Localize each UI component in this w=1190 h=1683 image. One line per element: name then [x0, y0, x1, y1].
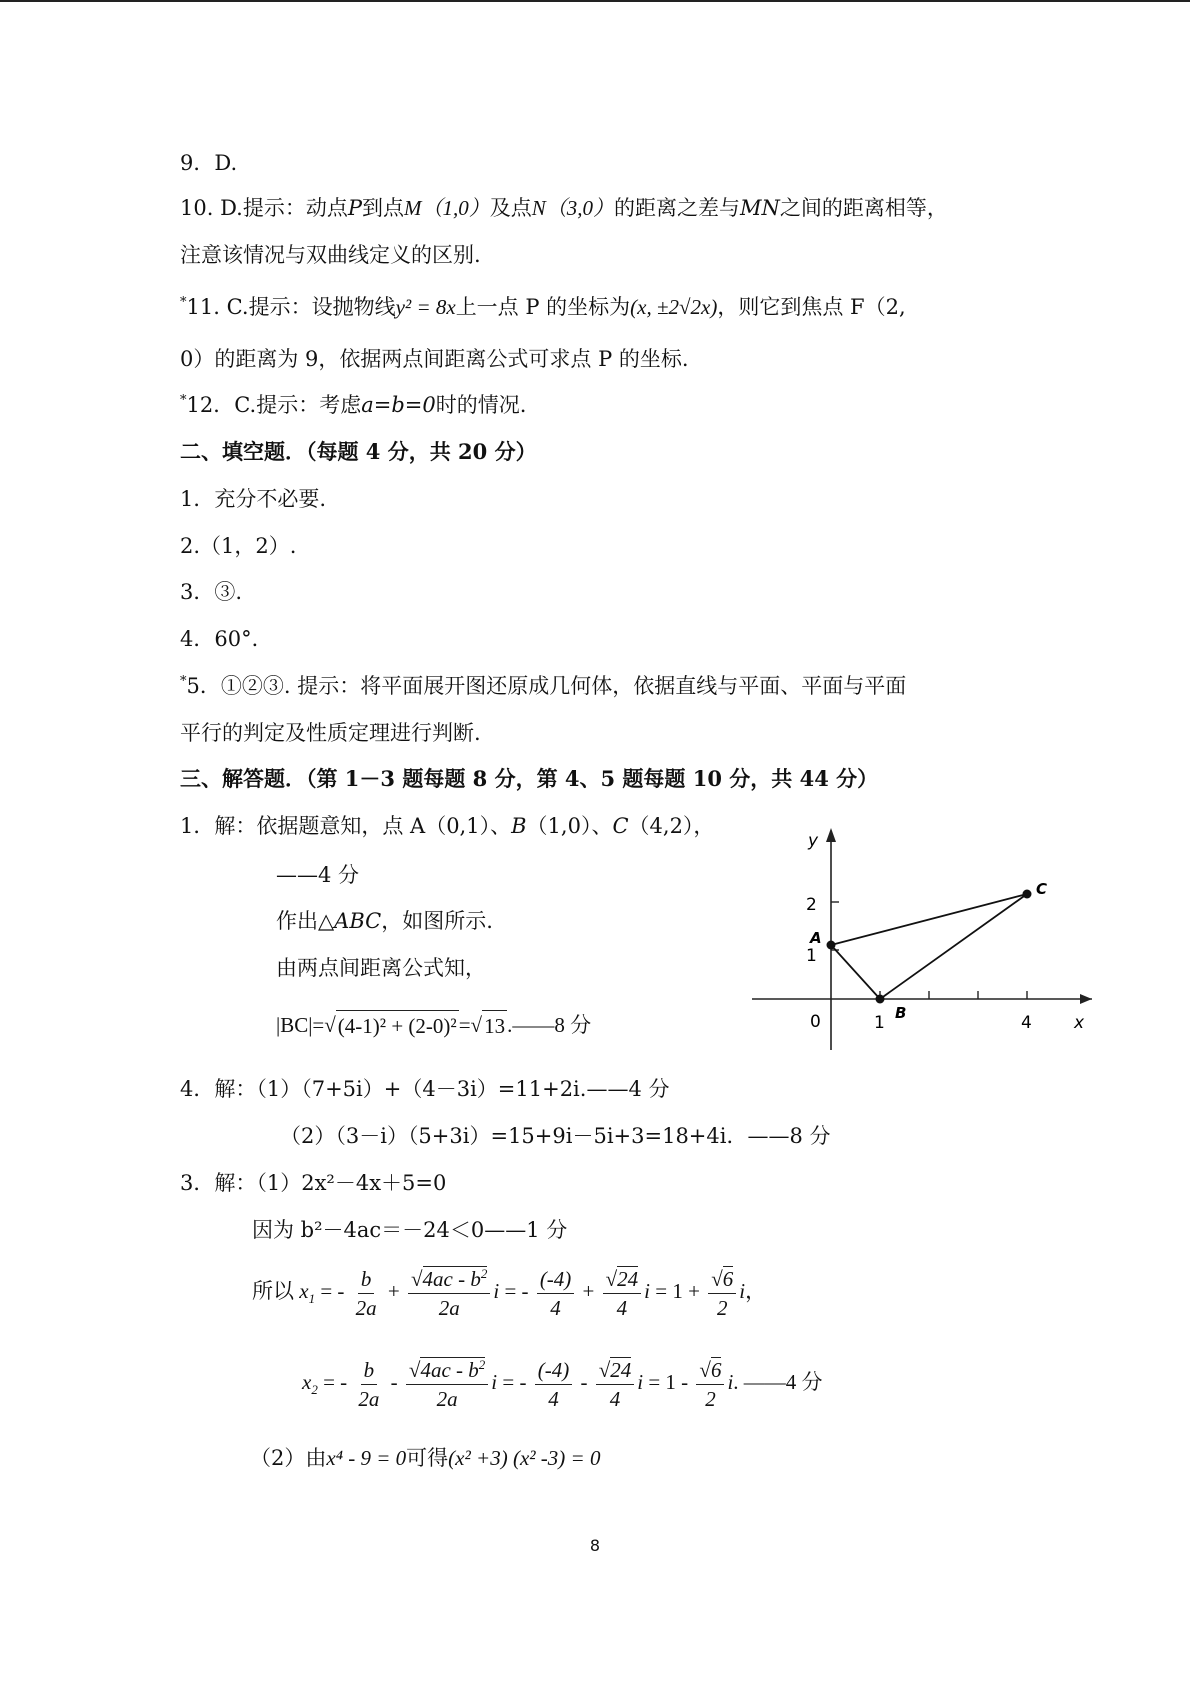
point-p-coordinates: (x, ±2√2x) — [630, 295, 718, 319]
point-a-label: A — [810, 929, 822, 947]
fill-answer-5-line1: *5．①②③. 提示：将平面展开图还原成几何体，依据直线与平面、平面与平面 — [180, 674, 907, 698]
y-axis-arrow — [826, 828, 836, 842]
point-c-marker — [1023, 890, 1032, 899]
solution-1-draw: 作出△ABC，如图所示. — [276, 909, 493, 933]
fill-answer-5-line2: 平行的判定及性质定理进行判断. — [180, 721, 481, 745]
solution-4-part1: 4．解：（1）（7+5i）+（4－3i）=11+2i.——4 分 — [180, 1077, 670, 1101]
answer-10-line2: 注意该情况与双曲线定义的区别. — [180, 243, 481, 267]
answer-11-line2: 0）的距离为 9，依据两点间距离公式可求点 P 的坐标. — [180, 347, 689, 371]
tick-label-x1: 1 — [874, 1013, 885, 1033]
tick-label-y1: 1 — [806, 946, 817, 966]
solution-1-distance-text: 由两点间距离公式知， — [276, 956, 486, 980]
tick-label-x4: 4 — [1021, 1013, 1032, 1033]
solution-3-part2: （2）由x⁴ - 9 = 0可得(x² +3) (x² -3) = 0 — [250, 1446, 601, 1470]
x-axis-label: x — [1074, 1013, 1085, 1033]
answer-11-line1: *11. C.提示：设抛物线y² = 8x上一点 P 的坐标为(x, ±2√2x)，则它到焦点 F（2, — [180, 295, 906, 319]
fill-answer-4: 4．60°． — [180, 627, 273, 651]
parabola-equation: y² = 8x — [395, 295, 456, 319]
section-fill-in-heading: 二、填空题．（每题 4 分，共 20 分） — [180, 439, 537, 464]
answer-9: 9．D. — [180, 151, 238, 175]
top-rule — [0, 0, 1190, 2]
triangle-abc — [831, 894, 1027, 999]
point-a-marker — [827, 941, 836, 950]
section-solutions-heading: 三、解答题．（第 1－3 题每题 8 分，第 4、5 题每题 10 分，共 44 分） — [180, 766, 879, 791]
solution-3-discriminant: 因为 b²－4ac＝－24＜0——1 分 — [252, 1218, 568, 1242]
point-c-label: C — [1036, 880, 1048, 898]
solution-1-line1: 1．解：依据题意知，点 A（0,1）、B（1,0）、C（4,2）， — [180, 814, 715, 838]
x-axis-arrow — [1080, 994, 1092, 1004]
solution-3-x2-formula: $x_2$ = - $\frac{b}{2a}$ - $\frac{√4ac - b^2}{2a}$ i = - $\frac{(-4)}{4}$ - $\frac{√24}{4}$ i = 1 - $\frac{√6}{2}$ i. ——4 分 — [302, 1356, 823, 1411]
answer-12: *12．C.提示：考虑a=b=0时的情况. — [180, 393, 527, 417]
point-b-label: B — [895, 1004, 907, 1022]
solution-3-part1: 3．解：（1）2x²－4x＋5=0 — [180, 1171, 447, 1195]
solution-1-score-1: ——4 分 — [276, 863, 360, 887]
solution-3-x1-formula: 所以 $x_1$ = - $\frac{b}{2a}$ + $\frac{√4ac - b^2}{2a}$ i = - $\frac{(-4)}{4}$ + $\frac{√24}{4}$ i = 1 + $\frac{√6}{2}$ i， — [252, 1265, 767, 1320]
tick-label-y2: 2 — [806, 895, 817, 915]
fill-answer-3: 3．③. — [180, 580, 243, 604]
fill-answer-1: 1．充分不必要. — [180, 487, 327, 511]
point-b-marker — [876, 995, 885, 1004]
page-number: 8 — [589, 1536, 601, 1555]
fill-answer-2: 2.（1，2）. — [180, 534, 297, 558]
solution-1-bc-formula: |BC|= √ (4-1)² + (2-0)² = √ 13 .——8 分 — [276, 1010, 591, 1041]
y-axis-label: y — [808, 831, 819, 851]
solution-4-part2: （2）（3－i）（5+3i）=15+9i－5i+3=18+4i．——8 分 — [280, 1124, 831, 1148]
origin-label: 0 — [810, 1012, 821, 1032]
triangle-graph — [740, 820, 1100, 1060]
answer-10-line1: 10. D.提示：动点P到点M（1,0）及点N（3,0）的距离之差与MN之间的距离相等， — [180, 196, 948, 220]
